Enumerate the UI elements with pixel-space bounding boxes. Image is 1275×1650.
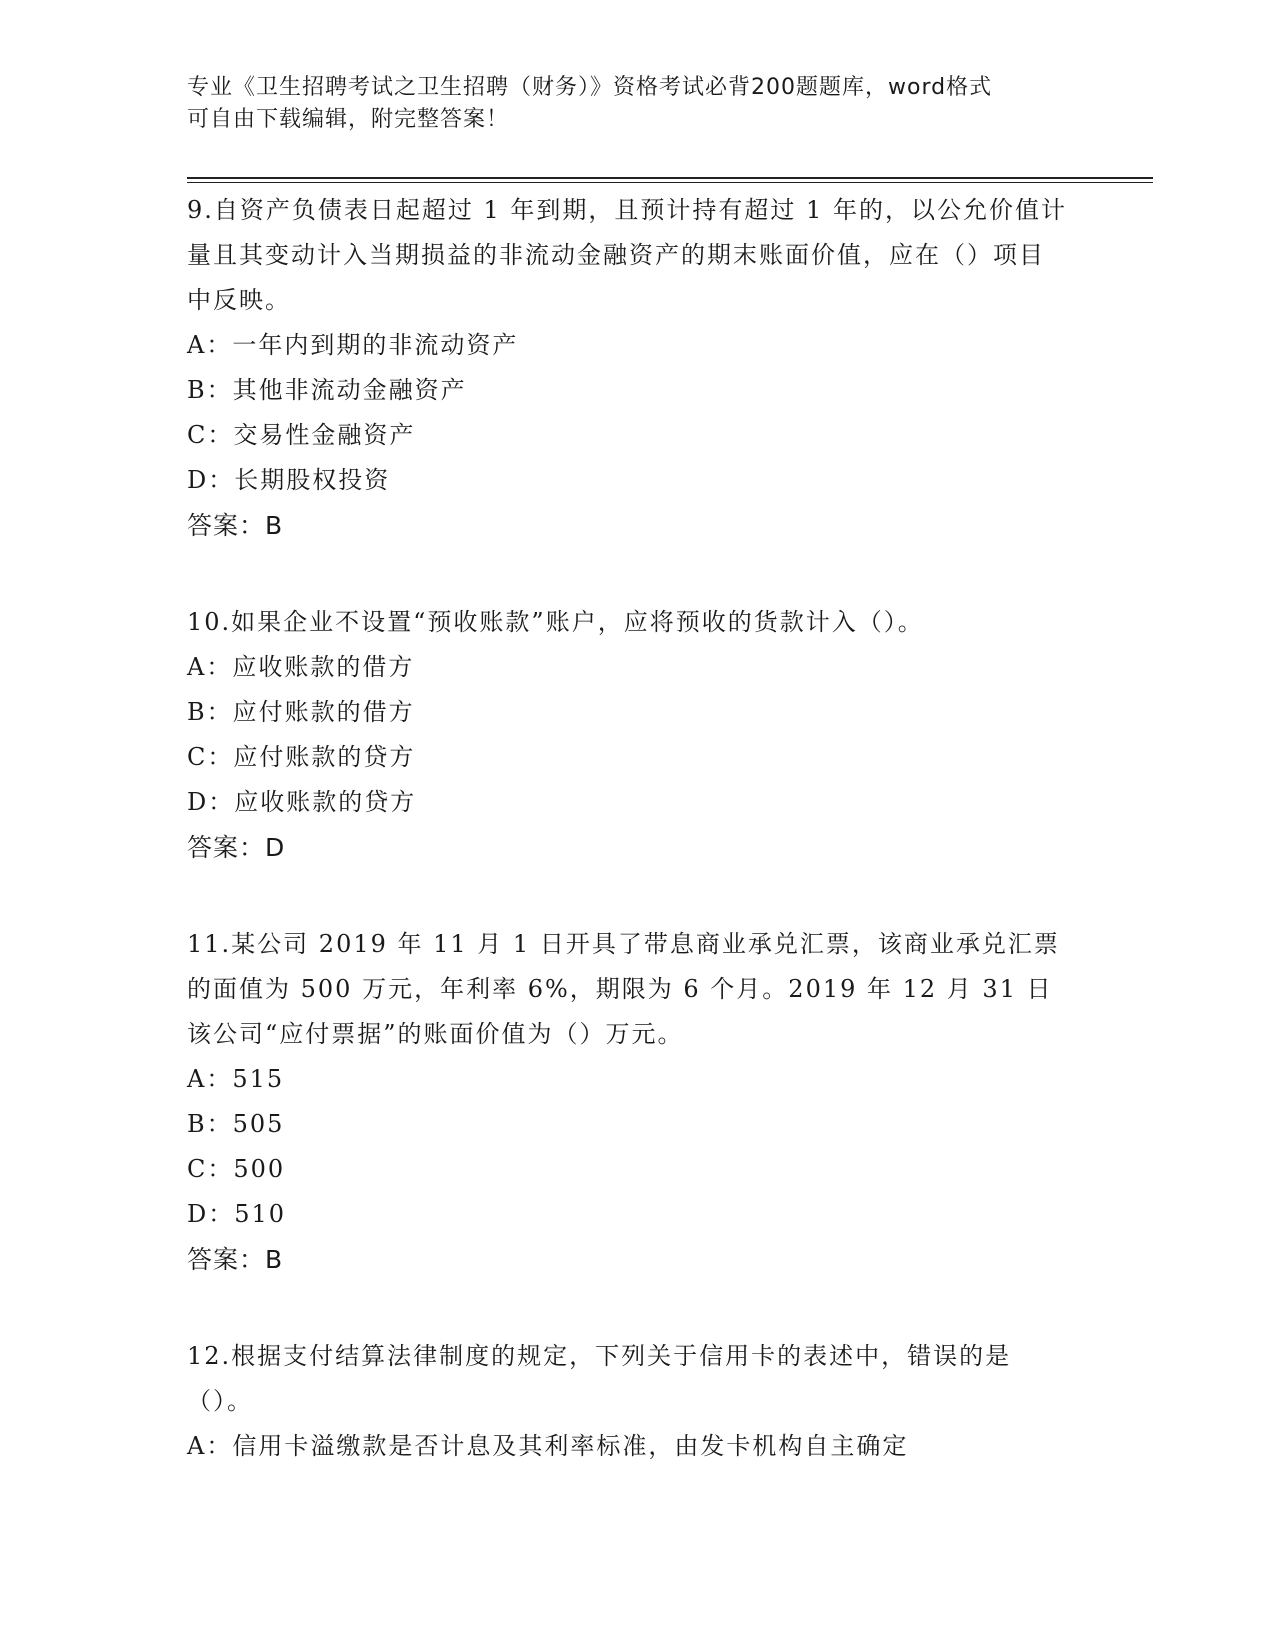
option-a: A：一年内到期的非流动资产 <box>187 331 519 359</box>
option-d: D：应收账款的贷方 <box>187 788 417 816</box>
option-c: C：交易性金融资产 <box>187 421 416 449</box>
option-c: C：应付账款的贷方 <box>187 743 416 771</box>
document-header <box>187 72 1067 136</box>
option-d: D：长期股权投资 <box>187 466 391 494</box>
option-a: A：515 <box>187 1065 285 1093</box>
option-d: D：510 <box>187 1200 287 1228</box>
question-stem: 11.某公司 2019 年 11 月 1 日开具了带息商业承兑汇票，该商业承兑汇票的面值为 500 万元，年利率 6%，期限为 6 个月。2019 年 12 月 31 日该公司“应付票据”的账面价值为（）万元。 <box>187 930 1060 1048</box>
header-divider-thin <box>187 182 1153 183</box>
question-list <box>187 188 1067 1521</box>
question-stem: 10.如果企业不设置“预收账款”账户，应将预收的货款计入（）。 <box>187 608 924 636</box>
answer-line: 答案：B <box>187 511 284 540</box>
option-a: A：信用卡溢缴款是否计息及其利率标准，由发卡机构自主确定 <box>187 1432 909 1460</box>
option-c: C：500 <box>187 1155 286 1183</box>
header-line-2: 可自由下载编辑，附完整答案！ <box>187 107 510 132</box>
question-12 <box>187 1334 1067 1469</box>
answer-line: 答案：B <box>187 1245 284 1274</box>
answer-line: 答案：D <box>187 833 286 862</box>
header-line-1: 专业《卫生招聘考试之卫生招聘（财务）》资格考试必背200题题库，word格式 <box>187 75 993 100</box>
option-b: B：其他非流动金融资产 <box>187 376 467 404</box>
question-stem: 12.根据支付结算法律制度的规定，下列关于信用卡的表述中，错误的是（）。 <box>187 1342 1012 1415</box>
option-b: B：应付账款的借方 <box>187 698 415 726</box>
question-9 <box>187 188 1067 548</box>
question-10 <box>187 600 1067 870</box>
question-11 <box>187 922 1067 1282</box>
header-divider-thick <box>187 177 1153 179</box>
question-stem: 9.自资产负债表日起超过 1 年到期，且预计持有超过 1 年的，以公允价值计量且其变动计入当期损益的非流动金融资产的期末账面价值，应在（）项目中反映。 <box>187 196 1067 314</box>
option-b: B：505 <box>187 1110 285 1138</box>
option-a: A：应收账款的借方 <box>187 653 415 681</box>
